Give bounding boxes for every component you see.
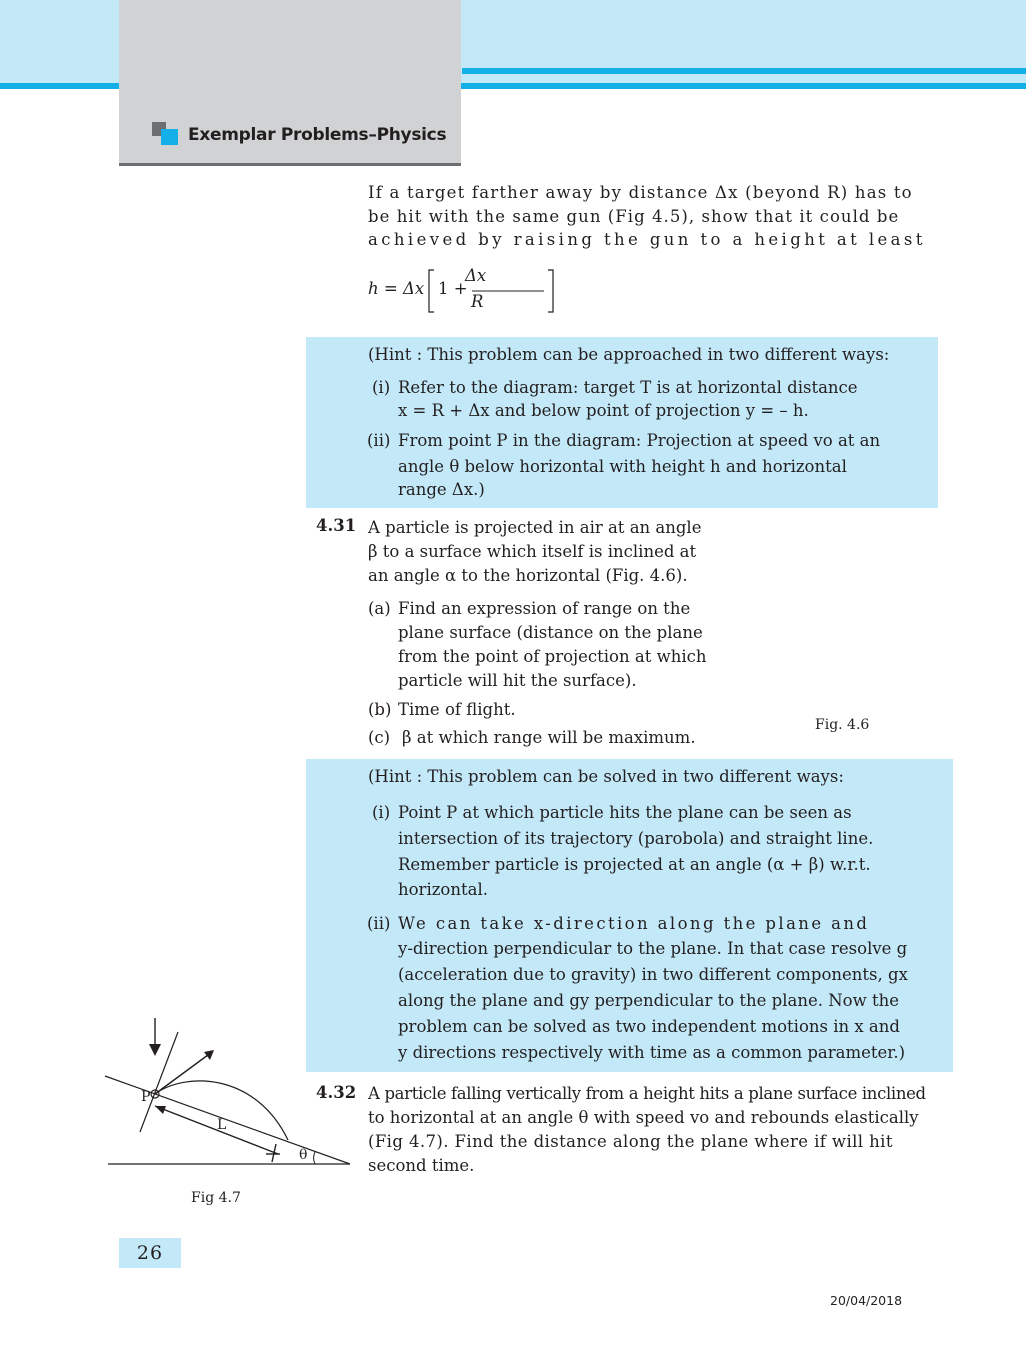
hint2-item-2-line-6: y directions respectively with time as a common parameter.) [398,1043,906,1062]
hint1-item-1-line-2: x = R + Δx and below point of projection y = – h. [398,401,809,420]
intro-line-2: be hit with the same gun (Fig 4.5), show that it could be [368,207,900,226]
question-number-4-32: 4.32 [316,1083,357,1102]
q431-part-b-label: (b) [368,700,392,719]
hint2-item-2-line-4: along the plane and gy perpendicular to the plane. Now the [398,991,899,1010]
q432-line-4: second time. [368,1156,475,1175]
formula-numerator: Δx [465,266,487,285]
hint2-item-2-line-3: (acceleration due to gravity) in two different components, gx [398,965,908,984]
q431-part-a-line-3: from the point of projection at which [398,647,707,666]
hint2-item-2-line-5: problem can be solved as two independent motions in x and [398,1017,900,1036]
q431-line-3: an angle α to the horizontal (Fig. 4.6). [368,566,688,585]
book-square-accent-icon [161,129,178,145]
print-date: 20/04/2018 [830,1293,903,1308]
q431-part-a-line-1: Find an expression of range on the [398,599,691,618]
formula-one: 1 + [438,279,468,298]
q431-part-a-label: (a) [368,599,391,618]
figure-4-7-diagram [100,1012,360,1182]
page-title: Exemplar Problems–Physics [188,125,447,145]
q431-part-c-line-1: β at which range will be maximum. [402,728,696,747]
hint2-item-1-label: (i) [372,803,391,822]
figure-4-7-angle-label: θ [299,1147,308,1163]
header-rule [119,163,461,166]
q431-part-a-line-2: plane surface (distance on the plane [398,623,703,642]
formula-lhs: h = Δx [368,279,425,298]
q432-line-2: to horizontal at an angle θ with speed vo and rebounds elastically [368,1108,919,1127]
question-number-4-31: 4.31 [316,516,357,535]
hint1-item-2-line-1: From point P in the diagram: Projection at speed vo at an [398,431,881,450]
hint2-item-2-line-1: We can take x-direction along the plane and [398,914,870,933]
q431-part-b-line-1: Time of flight. [398,700,516,719]
header-line-upper [462,68,1026,74]
figure-4-6-caption: Fig. 4.6 [815,717,870,733]
formula-denominator: R [471,292,484,311]
q431-part-a-line-4: particle will hit the surface). [398,671,637,690]
intro-line-1: If a target farther away by distance Δx (beyond R) has to [368,183,913,202]
figure-4-7-point-label: P [141,1089,151,1105]
hint1-item-2-label: (ii) [367,431,391,450]
q431-line-2: β to a surface which itself is inclined at [368,542,697,561]
figure-4-7-caption: Fig 4.7 [191,1190,241,1206]
hint2-item-1-line-1: Point P at which particle hits the plane can be seen as [398,803,852,822]
hint1-item-1-label: (i) [372,378,391,397]
q432-line-1: A particle falling vertically from a height hits a plane surface inclined [368,1084,926,1103]
hint1-item-2-line-2: angle θ below horizontal with height h and horizontal [398,457,847,476]
hint2-item-1-line-2: intersection of its trajectory (parobola) and straight line. [398,829,874,848]
figure-4-7-length-label: L [217,1117,227,1133]
hint2-item-1-line-3: Remember particle is projected at an angle (α + β) w.r.t. [398,855,871,874]
hint1-item-1-line-1: Refer to the diagram: target T is at horizontal distance [398,378,858,397]
hint2-title: (Hint : This problem can be solved in two different ways: [368,767,844,786]
q431-line-1: A particle is projected in air at an angle [368,518,702,537]
hint1-item-2-line-3: range Δx.) [398,480,485,499]
hint2-item-2-label: (ii) [367,914,391,933]
q432-line-3: (Fig 4.7). Find the distance along the plane where if will hit [368,1132,893,1151]
q431-part-c-label: (c) [368,728,391,747]
hint2-item-2-line-2: y-direction perpendicular to the plane. In that case resolve g [398,939,908,958]
intro-line-3: achieved by raising the gun to a height at least [368,230,926,249]
hint2-item-1-line-4: horizontal. [398,880,488,899]
hint1-title: (Hint : This problem can be approached in two different ways: [368,345,890,364]
page-number: 26 [119,1238,181,1268]
